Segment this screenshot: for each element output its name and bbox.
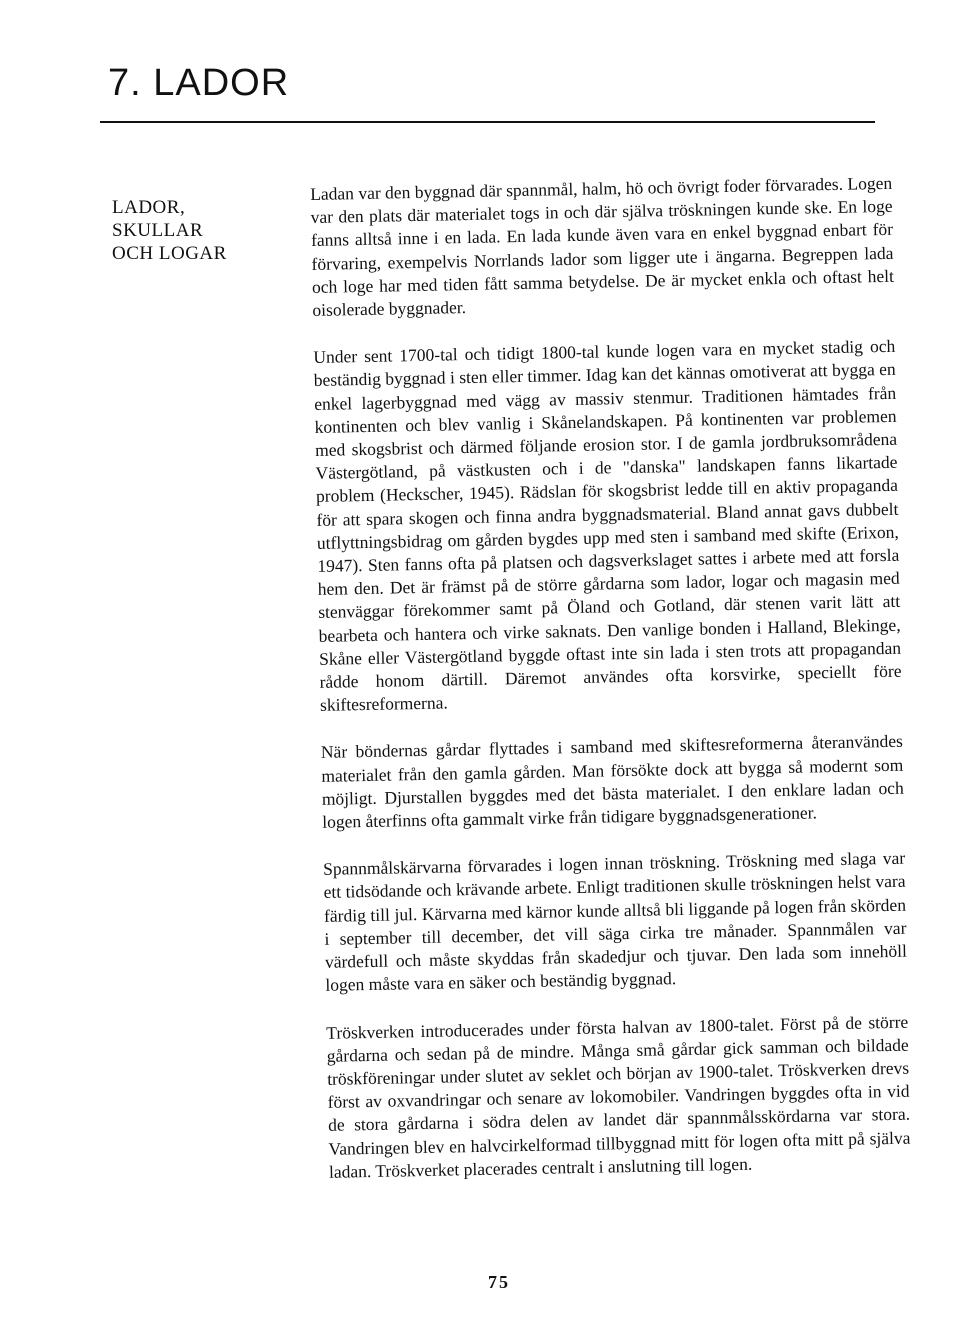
paragraph: När böndernas gårdar flyttades i samband med skiftesreformerna återanvändes materialet från den gamla gården. Man försökte dock att bygga så modernt som möjligt. Djurstallen byggdes med det bästa materialet. I den enklare ladan och logen återfinns ofta gammalt virke från tidigare byggnadsgenerationer. bbox=[320, 731, 904, 832]
section-heading-line: OCH LOGAR bbox=[112, 243, 227, 264]
section-heading bbox=[112, 196, 227, 265]
chapter-title: 7. LADOR bbox=[108, 62, 290, 104]
page-number: 75 bbox=[488, 1272, 510, 1292]
paragraph: Ladan var den byggnad där spannmål, halm, hö och övrigt foder förvarades. Logen var den plats där materialet togs in och där själva tröskningen kunde ske. En loge fanns alltså inne i en lada. En lada kunde även vara en enkel byggnad enbart för förvaring, exempelvis Norrlands lador som ligger ute i ängarna. Begreppen lada och loge har med tiden fått samma betydelse. De är mycket enkla och oftast helt oisolerade byggnader. bbox=[310, 172, 895, 320]
paragraph: Spannmålskärvarna förvarades i logen innan tröskning. Tröskning med slaga var ett tidsödande och krävande arbete. Enligt traditionen skulle tröskningen helst vara färdig till jul. Kärvarna med kärnor kunde alltså bli liggande på logen från skörden i september till december, det vill säga cirka tre månader. Spannmålen var värdefull och måste skyddas från skadedjur och tjuvar. Den lada som innehöll logen måste vara en säker och beständig byggnad. bbox=[322, 847, 908, 996]
body-text bbox=[310, 172, 912, 1208]
section-heading-line: SKULLAR bbox=[112, 220, 204, 241]
title-rule bbox=[100, 121, 875, 123]
paragraph: Under sent 1700-tal och tidigt 1800-tal kunde logen vara en mycket stadig och beständig byggnad i sten eller timmer. Idag kan det kännas omotiverat att bygga en enkel lagerbyggnad med vägg av massiv stenmur. Traditionen hämtades från kontinenten och blev vanlig i Skånelandskapen. På kontinenten var problemen med skogsbrist och därmed följande erosion stor. I de gamla jordbruksområdena Västergötland, på västkusten och i de "danska" landskapen fanns likartade problem (Heckscher, 1945). Rädslan för skogsbrist ledde till en aktiv propaganda för att spara skogen och finna andra byggnadsmaterial. Bland annat gavs dubbelt utflyttningsbidrag om gården bygdes upp med sten i samband med skifte (Erixon, 1947). Sten fanns ofta på platsen och dagsverkslaget sattes i arbete med att forsla hem den. Det är främst på de större gårdarna som lador, logar och magasin med stenväggar förekommer samt på Öland och Gotland, där stenen varit lätt att bearbeta och hantera och virke saknats. Den vanlige bonden i Halland, Blekinge, Skåne eller Västergötland byggde oftast inte sin lada i sten trots att propagandan rådde honom därtill. Däremot användes ofta korsvirke, speciellt före skiftesreformerna. bbox=[313, 336, 902, 716]
section-heading-line: LADOR, bbox=[112, 197, 186, 218]
paragraph: Tröskverken introducerades under första halvan av 1800-talet. Först på de större gårdarna och sedan på de mindre. Många små gårdar gick samman och bildade tröskföreningar under slutet av seklet och början av 1900-talet. Tröskverken drevs först av oxvandringar och senare av lokomobiler. Vandringen byggdes ofta in vid de stora gårdarna i södra delen av landet där spannmålsskördarna var stora. Vandringen blev en halvcirkelformad tillbyggnad mitt för logen ofta mitt på själva ladan. Tröskverket placerades centralt i anslutning till logen. bbox=[326, 1011, 911, 1182]
